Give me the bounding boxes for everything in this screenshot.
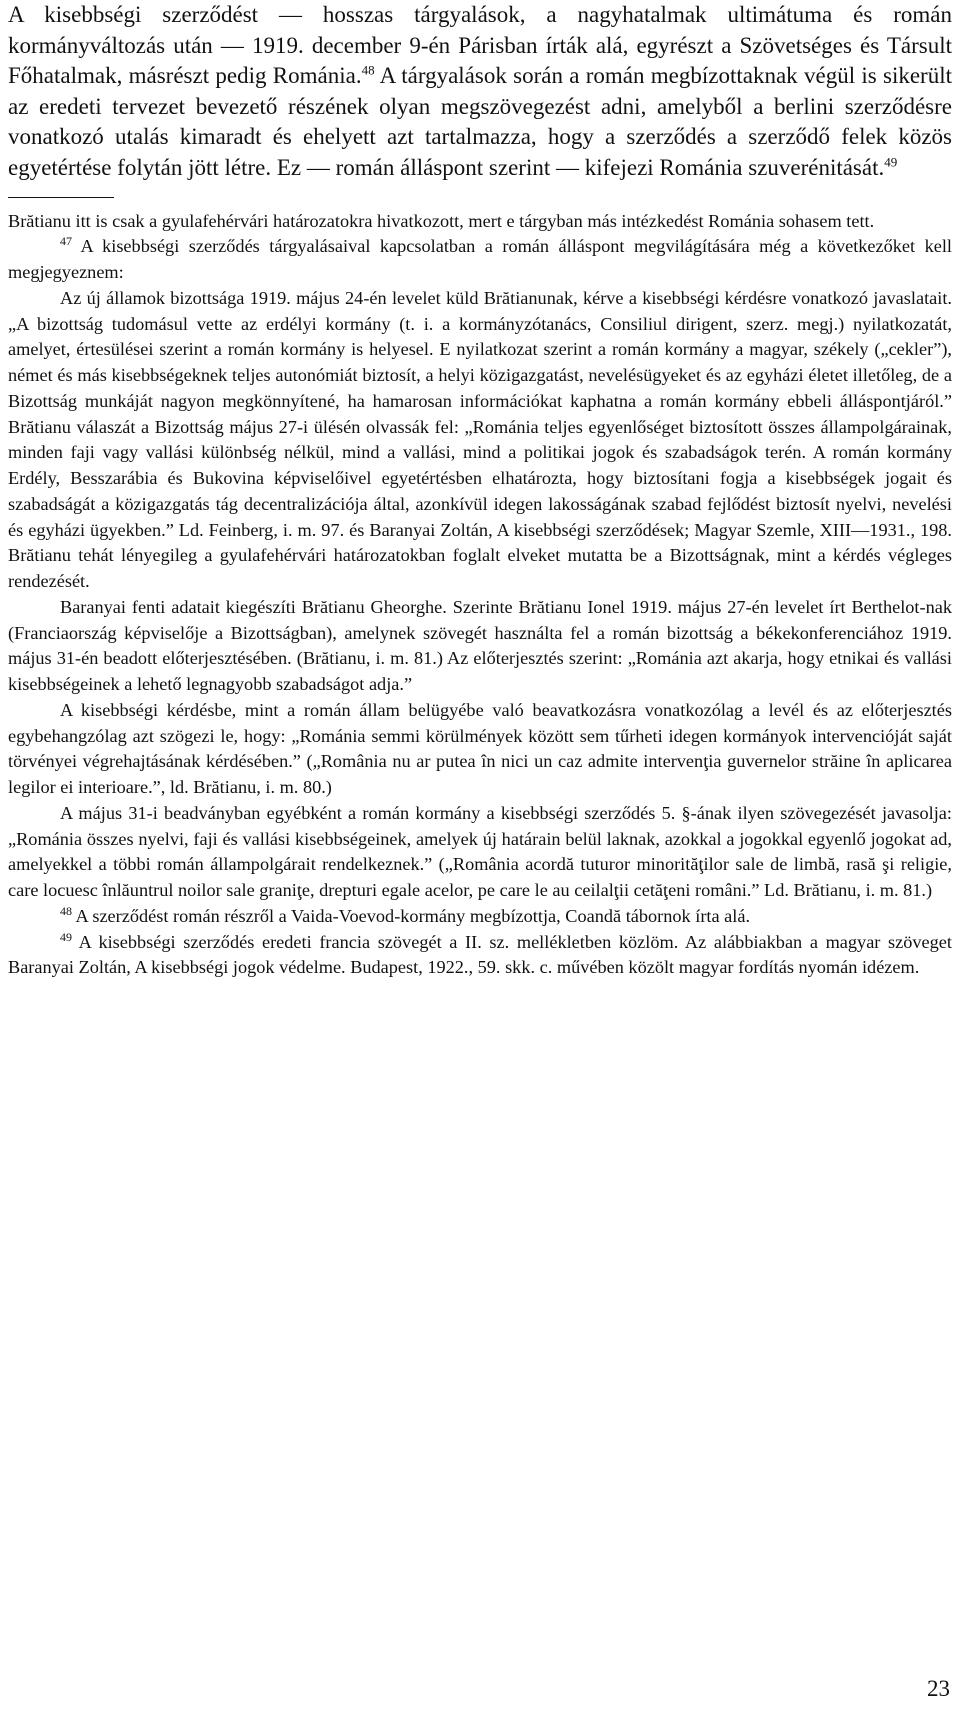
main-text-part2: A tárgyalások során a román megbízottaknak végül is sikerült az eredeti tervezet bevezető részének olyan megszövegezést adni, amelyből a berlini szerződésre vonatkozó utalás kimaradt és ehelyett azt tartalmazza, hogy a szerződés a szerződő felek közös egyetértése folytán jött létre. Ez — román álláspont szerint — kifejezi Románia szuverénitását. — [8, 63, 952, 180]
page-number: 23 — [927, 1676, 950, 1701]
footnote-48-text: A szerződést román részről a Vaida-Voevod-kormány megbízottja, Coandă tábornok írta alá. — [72, 905, 751, 926]
footnote-48 — [8, 904, 952, 930]
main-text-part1: A kisebbségi szerződést — hosszas tárgyalások, a nagyhatalmak ultimátuma és román kormányváltozás után — 1919. december 9-én Párisban írták alá, egyrészt a Szövetséges és Társult Főhatalmak, másrészt pedig Románia. — [8, 2, 952, 89]
footnote-separator — [8, 197, 114, 198]
main-paragraph — [8, 0, 952, 184]
footnote-49 — [8, 930, 952, 982]
document-page — [8, 0, 952, 981]
footnote-47-text: A kisebbségi szerződés tárgyalásaival kapcsolatban a román álláspont megvilágítására még a következőket kell megjegyeznem: — [8, 236, 952, 283]
footnotes — [8, 209, 952, 982]
footnote-47-paragraph-5: A május 31-i beadványban egyébként a román kormány a kisebbségi szerződés 5. §-ának ilyen szövegezését javasolja: „Románia összes nyelvi, faji és vallási kisebbségeinek, amelyek új határain belül laknak, azokkal a jogokkal egyenlő jogokat ad, amelyekkel a többi román állampolgárait rendelkeznek.” („România acordă tuturor minorităţilor sale de limbă, rasă şi religie, care locuesc înlăuntrul noilor sale graniţe, drepturi egale acelor, pe care le au ceilalţii cetăţeni români.” Ld. Brătianu, i. m. 81.) — [8, 802, 952, 901]
footnote-47 — [8, 234, 952, 286]
footnote-continuation: Brătianu itt is csak a gyulafehérvári határozatokra hivatkozott, mert e tárgyban más intézkedést Románia sohasem tett. — [8, 210, 875, 231]
footnote-47-paragraph-2: Az új államok bizottsága 1919. május 24-én levelet küld Brătianunak, kérve a kisebbségi kérdésre vonatkozó javaslatait. „A bizottság tudomásul vette az erdélyi kormány (t. i. a kormányzótanács, Consiliul dirigent, szerz. megj.) nyilatkozatát, amelyet, értesülései szerint a román kormány is helyesel. E nyilatkozat szerint a román kormány a magyar, székely („cekler”), német és más kisebbségeknek teljes autonómiát biztosít, a helyi közigazgatást, nevelésügyeket és az egyházi életet illetőleg, de a Bizottság munkáját nagyon megkönnyítené, ha hamarosan információkat kaphatna a román kormány ebbeli álláspontjáról.” Brătianu válaszát a Bizottság május 27-i ülésén olvassák fel: „Románia teljes egyenlőséget biztosított összes állampolgárainak, minden faji vagy vallási különbség nélkül, mind a vallási, mind a politikai jogok és szabadságok terén. A román kormány Erdély, Besszarábia és Bukovina képviselőivel egyetértésben elhatározta, hogy biztosítani fogja a kisebbségek jogait és szabadságát a közigazgatás tág decentralizációja által, azonkívül idegen lakosságának szabad fejlődést biztosít nyelvi, nevelési és egyházi ügyekben.” Ld. Feinberg, i. m. 97. és Baranyai Zoltán, A kisebbségi szerződések; Magyar Szemle, XIII—1931., 198. Brătianu tehát lényegileg a gyulafehérvári határozatokban foglalt elveket mutatta be a Bizottságnak, mint a kérdés végleges rendezését. — [8, 287, 952, 592]
footnote-number-48: 48 — [60, 903, 72, 918]
footnote-47-paragraph-4: A kisebbségi kérdésbe, mint a román állam belügyébe való beavatkozásra vonatkozólag a levél és az előterjesztés egybehangzólag azt szögezi le, hogy: „Románia semmi körülmények között sem tűrheti idegen kormányok intervencióját saját törvényei végrehajtásának kérdésében.” („România nu ar putea în nici un caz admite intervenţia guvernelor străine în aplicarea legilor ei interioare.”, ld. Brătianu, i. m. 80.) — [8, 699, 952, 798]
footnote-ref-49[interactable]: 49 — [884, 154, 898, 170]
footnote-ref-48[interactable]: 48 — [361, 62, 375, 78]
footnote-47-paragraph-3: Baranyai fenti adatait kiegészíti Brătianu Gheorghe. Szerinte Brătianu Ionel 1919. május 27-én levelet írt Berthelot-nak (Franciaország képviselője a Bizottságban), amelynek szövegét használta fel a román bizottság a békekonferenciához 1919. május 31-én beadott előterjesztésében. (Brătianu, i. m. 81.) Az előterjesztés szerint: „Románia azt akarja, hogy etnikai és vallási kisebbségeinek a lehető legnagyobb szabadságot adja.” — [8, 596, 952, 695]
footnote-number-49: 49 — [60, 929, 72, 944]
footnote-49-text: A kisebbségi szerződés eredeti francia szövegét a II. sz. mellékletben közlöm. Az alábbiakban a magyar szöveget Baranyai Zoltán, A kisebbségi jogok védelme. Budapest, 1922., 59. skk. c. művében közölt magyar fordítás nyomán idézem. — [8, 931, 952, 978]
footnote-number-47: 47 — [60, 234, 72, 249]
